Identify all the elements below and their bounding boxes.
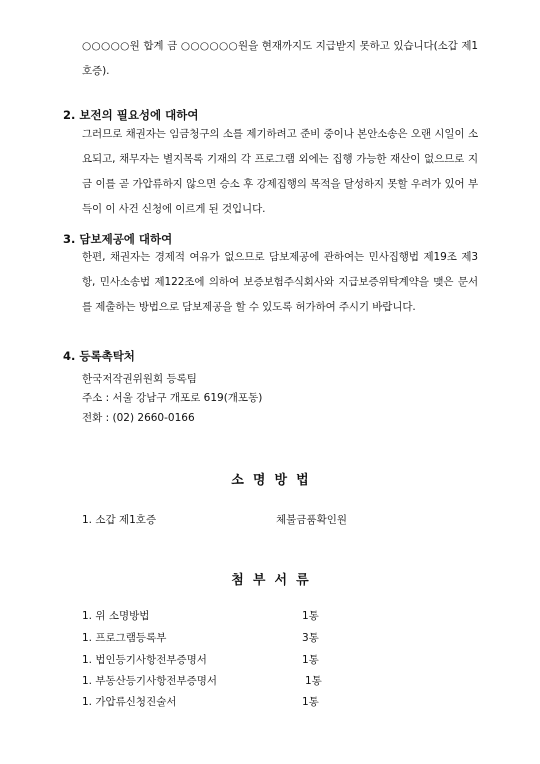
attachment-item (82, 630, 382, 644)
attachment-label: 1. 가압류신청진술서 (82, 696, 177, 708)
attachment-label: 1. 부동산등기사항전부증명서 (82, 675, 218, 687)
registry-phone: 전화 : (02) 2660-0166 (82, 412, 195, 424)
registry-address: 주소 : 서울 강남구 개포로 619(개포동) (82, 392, 263, 404)
section-heading-necessity: 2. 보전의 필요성에 대하여 (63, 108, 199, 122)
section-heading-registry: 4. 등록촉탁처 (63, 349, 135, 363)
proof-item-value: 체불금품확인원 (276, 514, 348, 526)
registry-agency: 한국저작권위원회 등록팀 (82, 373, 197, 385)
attachment-item (82, 673, 382, 687)
attachment-qty: 1통 (305, 675, 322, 687)
section-body-security: 한편, 채권자는 경제적 여유가 없으므로 담보제공에 관하여는 민사집행법 제19조 제3항, 민사소송법 제122조에 의하여 보증보험주식회사와 지급보증위탁계약을 맺은 문서를 제출하는 방법으로 담보제공을 할 수 있도록 허가하여 주시기 바랍니다. (82, 251, 478, 313)
intro-paragraph: ○○○○○원 합계 금 ○○○○○○원을 현재까지도 지급받지 못하고 있습니다(소갑 제1호증). (82, 40, 478, 77)
attachment-item (82, 608, 382, 622)
attachment-qty: 3통 (302, 632, 319, 644)
attachments-title: 첨 부 서 류 (231, 573, 309, 588)
attachment-item (82, 652, 382, 666)
attachment-label: 1. 위 소명방법 (82, 610, 150, 622)
attachment-label: 1. 법인등기사항전부증명서 (82, 654, 207, 666)
attachment-label: 1. 프로그램등록부 (82, 632, 167, 644)
section-body-necessity: 그러므로 채권자는 임금청구의 소를 제기하려고 준비 중이나 본안소송은 오랜 시일이 소요되고, 채무자는 별지목록 기재의 각 프로그램 외에는 집행 가능한 재산이 없으므로 지금 이를 곧 가압류하지 않으면 승소 후 강제집행의 목적을 달성하지 못할 우려가 있어 부득이 이 사건 신청에 이르게 된 것입니다. (82, 128, 478, 215)
attachment-qty: 1통 (302, 654, 319, 666)
section-heading-security: 3. 담보제공에 대하여 (63, 232, 173, 246)
attachment-qty: 1통 (302, 696, 319, 708)
attachment-qty: 1통 (302, 610, 319, 622)
proof-item (82, 512, 382, 526)
proof-title: 소 명 방 법 (231, 473, 309, 488)
attachment-item (82, 694, 382, 708)
proof-item-label: 1. 소갑 제1호증 (82, 514, 157, 526)
